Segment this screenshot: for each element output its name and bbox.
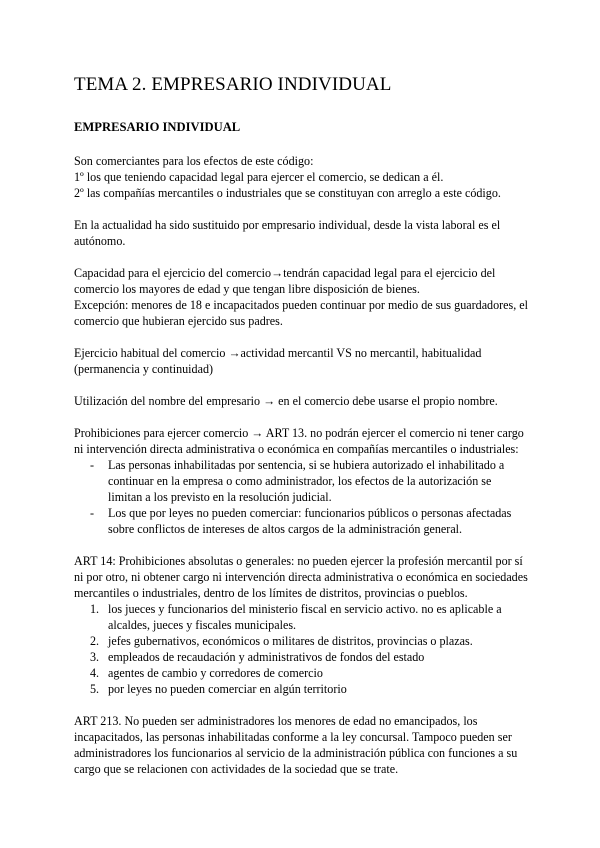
text-line: Capacidad para el ejercicio del comercio→tendrán capacidad legal para el ejercicio del	[74, 266, 496, 280]
paragraph-ejercicio	[74, 345, 534, 377]
list-item-line: Los que por leyes no pueden comerciar: funcionarios públicos o personas afectadas	[108, 506, 512, 520]
list-number: 3.	[90, 650, 100, 664]
paragraph-prohibiciones	[74, 425, 534, 457]
list-item-line: por leyes no pueden comerciar en algún territorio	[108, 682, 347, 696]
text-line: ni por otro, ni obtener cargo ni intervención directa administrativa o económica en sociedades	[74, 570, 528, 584]
text-line: ni intervención directa administrativa o económica en compañías mercantiles o industriales:	[74, 442, 519, 456]
text-line: incapacitados, las personas inhabilitadas conforme a la ley concursal. Tampoco pueden ser	[74, 730, 512, 744]
text-line: 2º las compañías mercantiles o industriales que se constituyan con arreglo a este código.	[74, 186, 501, 200]
list-item-line: jefes gubernativos, económicos o militares de distritos, provincias o plazas.	[108, 634, 473, 648]
list-item-line: limitan a los previsto en la resolución judicial.	[108, 490, 332, 504]
text-line: 1º los que teniendo capacidad legal para ejercer el comercio, se dedican a él.	[74, 170, 444, 184]
text-line: Ejercicio habitual del comercio →actividad mercantil VS no mercantil, habitualidad	[74, 346, 482, 360]
text-line: mercantiles o industriales, dentro de los límites de distritos, provincias o pueblos.	[74, 586, 468, 600]
paragraph-intro	[74, 153, 534, 201]
paragraph-nombre	[74, 393, 534, 409]
text-line: cargo que se relacionen con actividades de la sociedad que se trate.	[74, 762, 399, 776]
list-item-line: los jueces y funcionarios del ministerio fiscal en servicio activo. no es aplicable a	[108, 602, 502, 616]
text-line: Prohibiciones para ejercer comercio → ART 13. no podrán ejercer el comercio ni tener cargo	[74, 426, 524, 440]
dash-marker: -	[90, 506, 95, 520]
text-line: Utilización del nombre del empresario → en el comercio debe usarse el propio nombre.	[74, 394, 498, 408]
document-title: TEMA 2. EMPRESARIO INDIVIDUAL	[74, 74, 392, 95]
section-title: EMPRESARIO INDIVIDUAL	[74, 120, 241, 134]
list-item-line: continuar en la empresa o como administrador, los efectos de la autorización se	[108, 474, 492, 488]
text-line: Excepción: menores de 18 e incapacitados pueden continuar por medio de sus guardadores, el	[74, 298, 529, 312]
list-item-line: sobre conflictos de intereses de altos cargos de la administración general.	[108, 522, 463, 536]
text-line: comercio que hubieran ejercido sus padres.	[74, 314, 283, 328]
list-item-line: empleados de recaudación y administrativos de fondos del estado	[108, 650, 425, 664]
paragraph-capacidad	[74, 265, 534, 329]
text-line: Son comerciantes para los efectos de este código:	[74, 154, 314, 168]
text-line: comercio los mayores de edad y que tengan libre disposición de bienes.	[74, 282, 420, 296]
text-line: ART 213. No pueden ser administradores los menores de edad no emancipados, los	[74, 714, 478, 728]
list-item-line: alcaldes, jueces y fiscales municipales.	[108, 618, 297, 632]
text-line: En la actualidad ha sido sustituido por empresario individual, desde la vista laboral es el	[74, 218, 501, 232]
dash-marker: -	[90, 458, 95, 472]
list-number: 4.	[90, 666, 100, 680]
paragraph-art213	[74, 713, 534, 777]
paragraph-actualidad	[74, 217, 534, 249]
list-number: 1.	[90, 602, 100, 616]
text-line: administradores los funcionarios al servicio de la administración pública con funciones a su	[74, 746, 518, 760]
paragraph-art14	[74, 553, 534, 601]
list-item-line: Las personas inhabilitadas por sentencia, si se hubiera autorizado el inhabilitado a	[108, 458, 505, 472]
text-line: ART 14: Prohibiciones absolutas o generales: no pueden ejercer la profesión mercantil por sí	[74, 554, 523, 568]
list-item-line: agentes de cambio y corredores de comercio	[108, 666, 323, 680]
text-line: autónomo.	[74, 234, 126, 248]
list-number: 2.	[90, 634, 100, 648]
text-line: (permanencia y continuidad)	[74, 362, 214, 376]
list-number: 5.	[90, 682, 100, 696]
